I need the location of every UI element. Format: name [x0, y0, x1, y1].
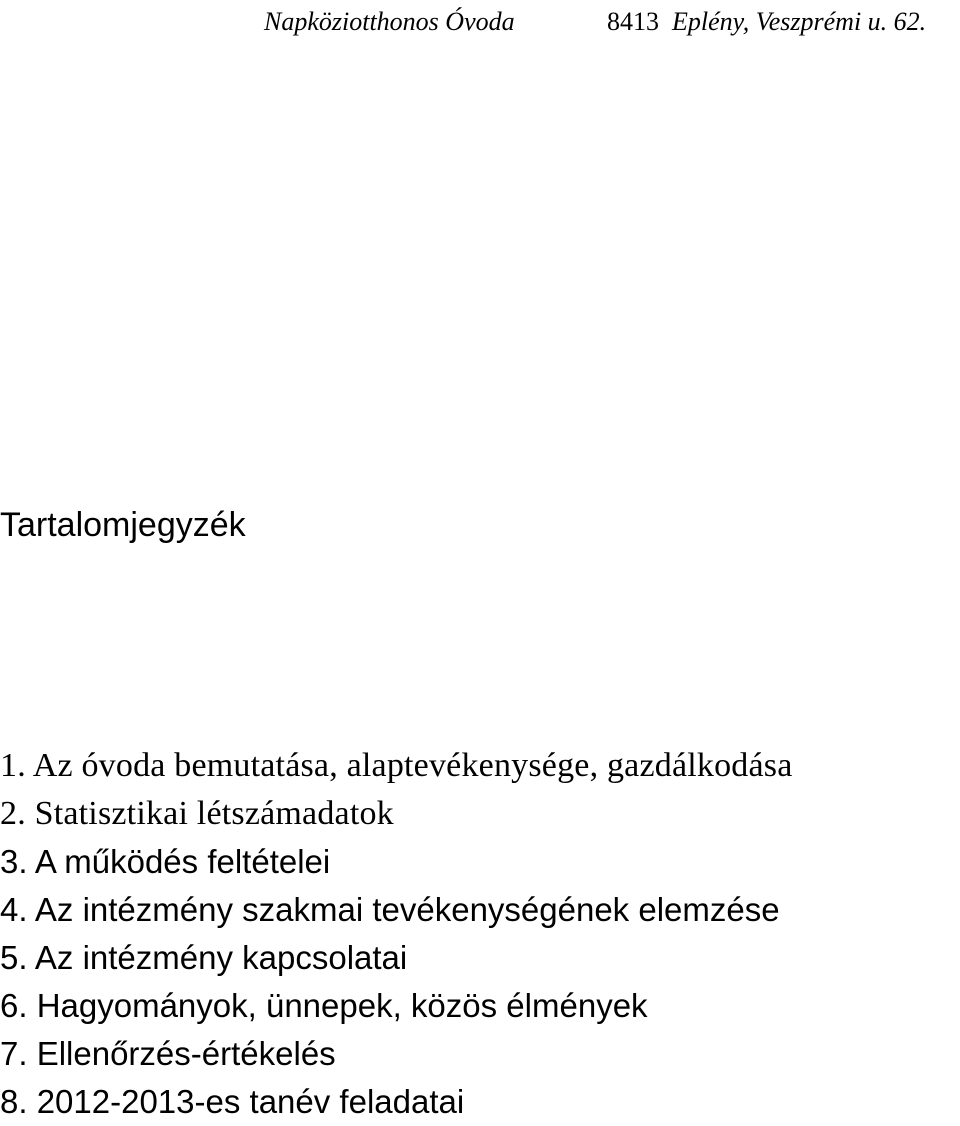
institution-name: Napköziotthonos Óvoda	[264, 7, 515, 36]
toc-item-label: Az intézmény kapcsolatai	[34, 939, 408, 976]
toc-item[interactable]	[0, 838, 793, 886]
toc-item-number: 3.	[0, 843, 28, 880]
toc-item[interactable]	[0, 1078, 793, 1126]
zip-code: 8413	[607, 7, 659, 36]
toc-item[interactable]	[0, 982, 793, 1030]
toc-item-number: 1.	[0, 747, 26, 784]
toc-item-label: Az óvoda bemutatása, alaptevékenysége, gazdálkodása	[32, 747, 793, 784]
toc-item-label: Az intézmény szakmai tevékenységének elemzése	[34, 891, 780, 928]
toc-item-number: 7.	[0, 1035, 28, 1072]
toc-item-number: 6.	[0, 987, 28, 1024]
page-header	[0, 4, 960, 40]
toc-item-number: 8.	[0, 1083, 28, 1120]
institution-address	[607, 4, 926, 40]
street-address: Eplény, Veszprémi u. 62.	[672, 7, 927, 36]
toc-item-number: 2.	[0, 795, 26, 832]
toc-item[interactable]	[0, 742, 793, 790]
toc-item[interactable]	[0, 790, 793, 838]
toc-list	[0, 742, 793, 1126]
toc-item[interactable]	[0, 886, 793, 934]
toc-item-label: A működés feltételei	[34, 843, 331, 880]
toc-item-label: Ellenőrzés-értékelés	[36, 1035, 336, 1072]
toc-item-label: 2012-2013-es tanév feladatai	[36, 1083, 465, 1120]
toc-item-number: 5.	[0, 939, 28, 976]
toc-item-label: Hagyományok, ünnepek, közös élmények	[36, 987, 648, 1024]
toc-item[interactable]	[0, 1030, 793, 1078]
toc-item-label: Statisztikai létszámadatok	[34, 795, 394, 832]
toc-title: Tartalomjegyzék	[0, 506, 246, 544]
toc-item-number: 4.	[0, 891, 28, 928]
toc-item[interactable]	[0, 934, 793, 982]
